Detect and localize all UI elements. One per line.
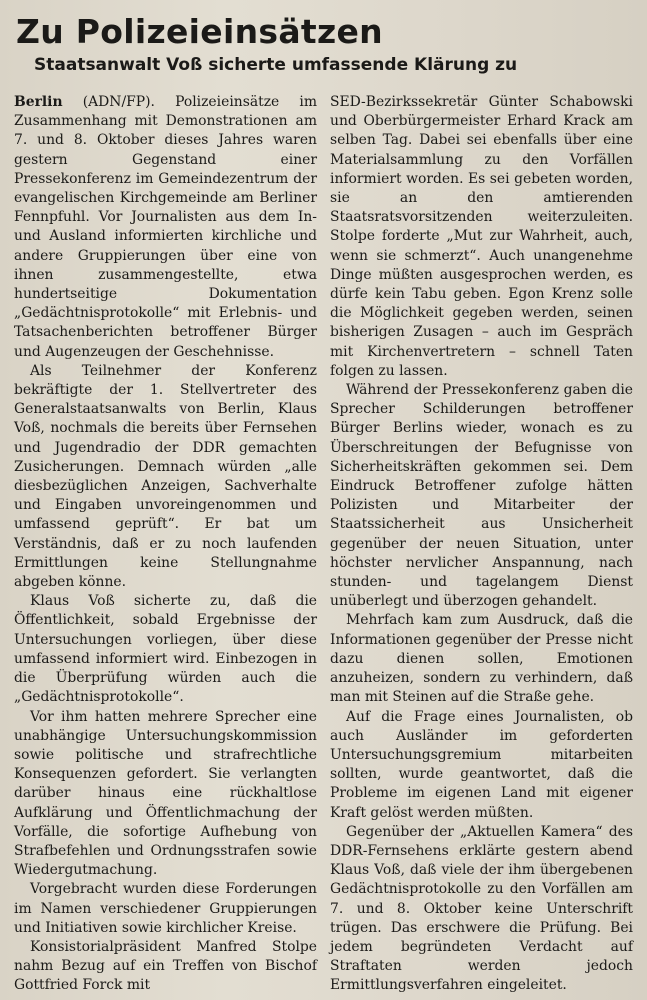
- article-body: [14, 93, 633, 996]
- headline: Zu Polizeieinsätzen: [16, 12, 383, 51]
- paragraph: Während der Pressekonferenz gaben die Sprecher Schilderungen betroffener Bürger Berlins wieder, wonach es zu Überschreitungen der Befugnisse von Sicherheitskräften gekommen sei. Dem Eindruck Betroffener zufolge hätten Polizisten und Mitarbeiter der Staatssicherheit aus Unsicherheit gegenüber der neuen Situation, unter höchster nervlicher Anspannung, nach stunden- und tagelangem Dienst unüberlegt und überzogen gehandelt.: [330, 382, 633, 610]
- paragraph: Als Teilnehmer der Konferenz bekräftigte der 1. Stellvertreter des Generalstaatsanwalts von Berlin, Klaus Voß, nochmals die bereits über Fernsehen und Jugendradio der DDR gemachten Zusicherungen. Demnach würden „alle diesbezüglichen Anzeigen, Sachverhalte und Eingaben unvoreingenommen und umfassend geprüft“. Er bat um Verständnis, daß er zu noch laufenden Ermittlungen keine Stellungnahme abgeben könne.: [14, 362, 317, 591]
- subheadline: Staatsanwalt Voß sicherte umfassende Klärung zu: [34, 55, 518, 75]
- column-left: [14, 93, 317, 996]
- paragraph: SED-Bezirkssekretär Günter Schabowski und Oberbürgermeister Erhard Krack am selben Tag. Dabei sei ebenfalls über eine Materialsammlung zu den Vorfällen informiert worden. Es sei gebeten worden, sie an den amtierenden Staatsratsvorsitzenden weiterzuleiten. Stolpe forderte „Mut zur Wahrheit, auch, wenn sie schmerzt“. Auch unangenehme Dinge müßten ausgesprochen werden, es dürfe kein Tabu geben. Egon Krenz solle die Möglichkeit gegeben werden, seinen bisherigen Zusagen – auch im Gespräch mit Kirchenvertretern – schnell Taten folgen zu lassen.: [330, 94, 633, 379]
- paragraph: Vor ihm hatten mehrere Sprecher eine unabhängige Untersuchungskommission sowie politische und strafrechtliche Konsequenzen gefordert. Sie verlangten darüber hinaus eine rückhaltlose Aufklärung und Öffentlichmachung der Vorfälle, die sofortige Aufhebung von Strafbefehlen und Ordnungsstrafen sowie Wiedergutmachung.: [14, 708, 317, 879]
- dateline: Berlin: [14, 94, 63, 110]
- paragraph: Berlin (ADN/FP). Polizeieinsätze im Zusammenhang mit Demonstrationen am 7. und 8. Oktober dieses Jahres waren gestern Gegenstand einer Pressekonferenz im Gemeindezentrum der evangelischen Kirchgemeinde am Berliner Fennpfuhl. Vor Journalisten aus dem In- und Ausland informierten kirchliche und andere Gruppierungen über eine von ihnen zusammengestellte, etwa hundertseitige Dokumentation „Gedächtnisprotokolle“ mit Erlebnis- und Tatsachenberichten betroffener Bürger und Augenzeugen der Geschehnisse.: [14, 94, 317, 360]
- column-right: [330, 93, 633, 996]
- paragraph: Mehrfach kam zum Ausdruck, daß die Informationen gegenüber der Presse nicht dazu dienen sollen, Emotionen anzuheizen, sondern zu verhindern, daß man mit Steinen auf die Straße gehe.: [330, 612, 633, 706]
- paragraph: Vorgebracht wurden diese Forderungen im Namen verschiedener Gruppierungen und Initiativen sowie kirchlicher Kreise.: [14, 881, 317, 936]
- paragraph: Konsistorialpräsident Manfred Stolpe nahm Bezug auf ein Treffen von Bischof Gottfried Forck mit: [14, 938, 317, 994]
- paragraph: Auf die Frage eines Journalisten, ob auch Ausländer im geforderten Untersuchungsgremium mitarbeiten sollten, wurde geantwortet, daß die Probleme im eigenen Land mit eigener Kraft gelöst werden müßten.: [330, 708, 633, 821]
- paragraph: Gegenüber der „Aktuellen Kamera“ des DDR-Fernsehens erklärte gestern abend Klaus Voß, daß viele der ihm übergebenen Gedächtnisprotokolle zu den Vorfällen am 7. und 8. Oktober keine Unterschrift trügen. Das erschwere die Prüfung. Bei jedem begründeten Verdacht auf Straftaten werden jedoch Ermittlungsverfahren eingeleitet.: [330, 823, 633, 994]
- paragraph: Klaus Voß sicherte zu, daß die Öffentlichkeit, sobald Ergebnisse der Untersuchungen vorliegen, über diese umfassend informiert wird. Einbezogen in die Überprüfung würden auch die „Gedächtnisprotokolle“.: [14, 593, 317, 706]
